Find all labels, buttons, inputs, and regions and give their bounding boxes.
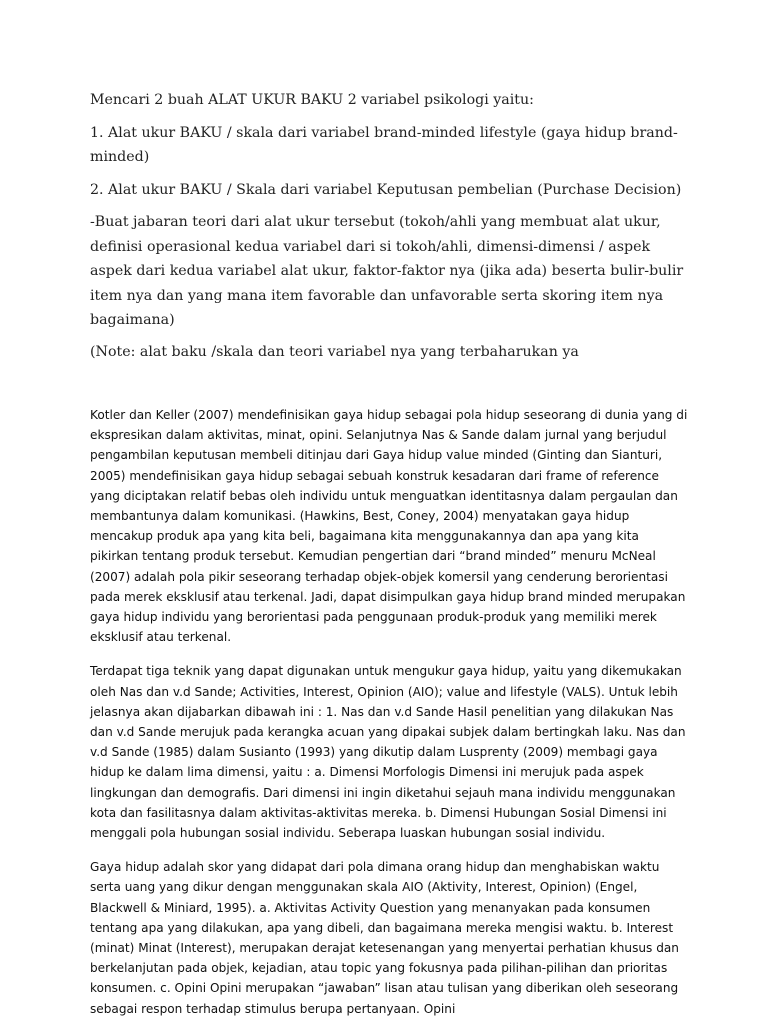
assignment-instructions (90, 88, 688, 364)
paragraph-measurement: Terdapat tiga teknik yang dapat digunakan untuk mengukur gaya hidup, yaitu yang dikemukakan oleh Nas dan v.d Sande; Activities, Interest, Opinion (AIO); value and lifestyle (VALS). Untuk lebih jelasnya akan dijabarkan dibawah ini : 1. Nas dan v.d Sande Hasil penelitian yang dilakukan Nas dan v.d Sande merujuk pada kerangka acuan yang dipakai subjek dalam bertingkah laku. Nas dan v.d Sande (1985) dalam Susianto (1993) yang dikutip dalam Lusprenty (2009) membagi gaya hidup ke dalam lima dimensi, yaitu : a. Dimensi Morfologis Dimensi ini merujuk pada aspek lingkungan dan demografis. Dari dimensi ini ingin diketahui sejauh mana individu menggunakan kota dan fasilitasnya dalam aktivitas-aktivitas mereka. b. Dimensi Hubungan Sosial Dimensi ini menggali pola hubungan sosial individu. Seberapa luaskan hubungan sosial individu. (90, 664, 686, 841)
instruction-item-2: 2. Alat ukur BAKU / Skala dari variabel Keputusan pembelian (Purchase Decision) (90, 181, 682, 198)
instruction-heading: Mencari 2 buah ALAT UKUR BAKU 2 variabel psikologi yaitu: (90, 92, 534, 108)
section-spacer (90, 371, 688, 405)
instruction-details: -Buat jabaran teori dari alat ukur tersebut (tokoh/ahli yang membuat alat ukur, definisi operasional kedua variabel dari si tokoh/ahli, dimensi-dimensi / aspek aspek dari kedua variabel alat ukur, faktor-faktor nya (jika ada) beserta bulir-bulir item nya dan yang mana item favorable dan unfavorable serta skoring item nya bagaimana) (90, 214, 684, 328)
instruction-note: (Note: alat baku /skala dan teori variabel nya yang terbaharukan ya (90, 343, 579, 360)
paragraph-aio-scale: Gaya hidup adalah skor yang didapat dari pola dimana orang hidup dan menghabiskan waktu serta uang yang dikur dengan menggunakan skala AIO (Aktivity, Interest, Opinion) (Engel, Blackwell & Miniard, 1995). a. Aktivitas Activity Question yang menanyakan pada konsumen tentang apa yang dilakukan, apa yang dibeli, dan bagaimana mereka mengisi waktu. b. Interest (minat) Minat (Interest), merupakan derajat ketesenangan yang menyertai perhatian khusus dan berkelanjutan pada objek, kejadian, atau topic yang fokusnya pada pilihan-pilihan dan prioritas konsumen. c. Opini Opini merupakan “jawaban” lisan atau tulisan yang diberikan oleh seseorang sebagai respon terhadap stimulus berupa pertanyaan. Opini (90, 860, 679, 1016)
answer-body (90, 405, 688, 1019)
instruction-item-1: 1. Alat ukur BAKU / skala dari variabel brand-minded lifestyle (gaya hidup brand-minded) (90, 124, 678, 165)
paragraph-definition: Kotler dan Keller (2007) mendefinisikan gaya hidup sebagai pola hidup seseorang di dunia yang di ekspresikan dalam aktivitas, minat, opini. Selanjutnya Nas & Sande dalam jurnal yang berjudul pengambilan keputusan membeli ditinjau dari Gaya hidup value minded (Ginting dan Sianturi, 2005) mendefinisikan gaya hidup sebagai sebuah konstruk kesadaran dari frame of reference yang diciptakan relatif bebas oleh individu untuk menguatkan identitasnya dalam pergaulan dan membantunya dalam komunikasi. (Hawkins, Best, Coney, 2004) menyatakan gaya hidup mencakup produk apa yang kita beli, bagaimana kita menggunakannya dan apa yang kita pikirkan tentang produk tersebut. Kemudian pengertian dari “brand minded” menuru McNeal (2007) adalah pola pikir seseorang terhadap objek-objek komersil yang cenderung berorientasi pada merek eksklusif atau terkenal. Jadi, dapat disimpulkan gaya hidup brand minded merupakan gaya hidup individu yang berorientasi pada penggunaan produk-produk yang memiliki merek eksklusif atau terkenal. (90, 408, 688, 645)
